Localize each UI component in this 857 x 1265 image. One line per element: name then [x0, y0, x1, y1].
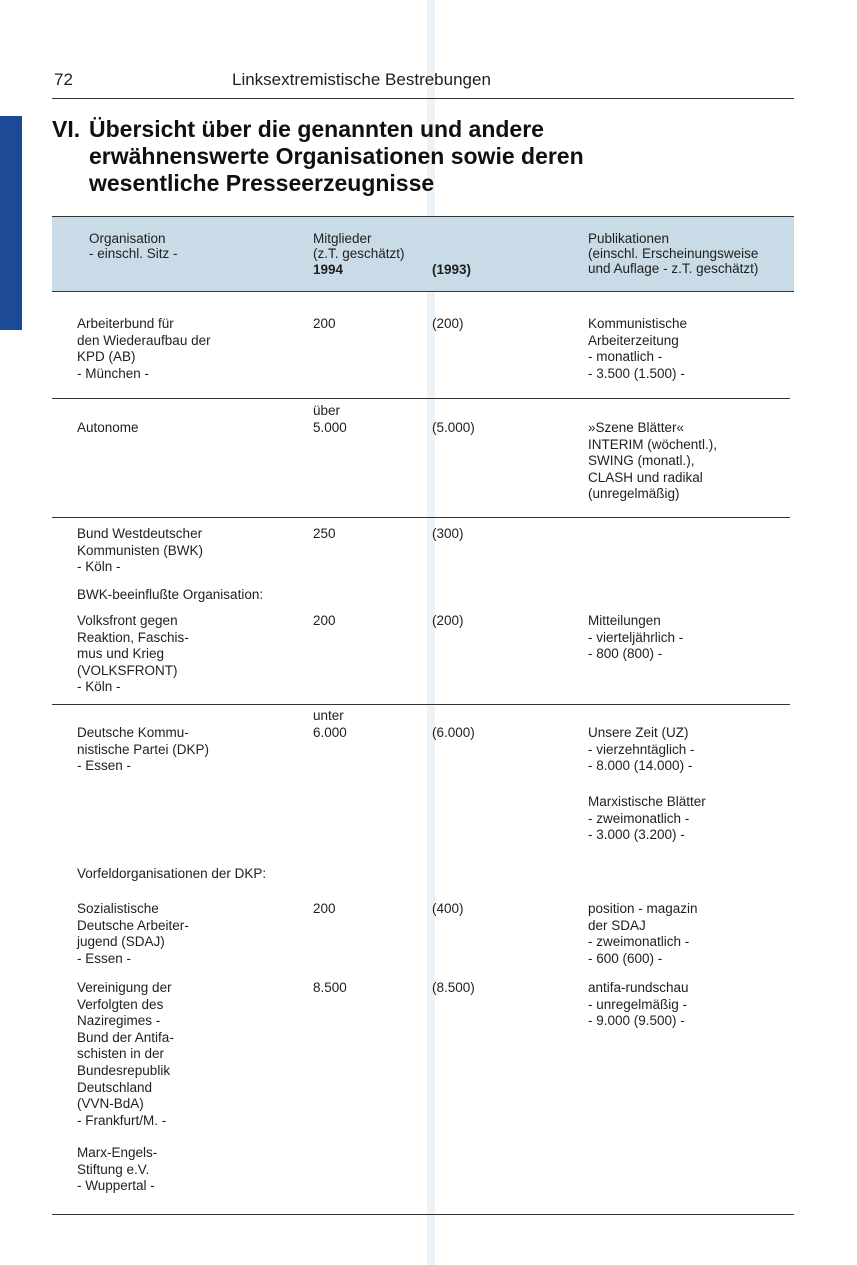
section-roman-numeral: VI.: [52, 116, 81, 142]
members-1994-cell: 250: [313, 526, 336, 541]
publication-cell: position - magazin der SDAJ - zweimonatlich - - 600 (600) -: [588, 901, 698, 966]
members-1994-cell: über 5.000: [313, 403, 347, 435]
row-divider: [52, 398, 790, 399]
org-cell: Vereinigung der Verfolgten des Naziregimes - Bund der Antifa- schisten in der Bundesrepublik Deutschland (VVN-BdA) - Frankfurt/M. -: [77, 980, 174, 1128]
publication-cell: Marxistische Blätter - zweimonatlich - - 3.000 (3.200) -: [588, 794, 706, 843]
members-1993-cell: (6.000): [432, 725, 475, 740]
section-title-line-3: wesentliche Presseerzeugnisse: [89, 170, 435, 196]
members-1993-cell: (200): [432, 316, 464, 331]
publication-cell: »Szene Blätter« INTERIM (wöchentl.), SWING (monatl.), CLASH und radikal (unregelmäßig): [588, 420, 718, 502]
org-cell: Volksfront gegen Reaktion, Faschis- mus und Krieg (VOLKSFRONT) - Köln -: [77, 613, 189, 695]
page-number: 72: [54, 70, 73, 89]
header-mitglieder: Mitglieder (z.T. geschätzt): [313, 231, 405, 261]
members-1994-cell: 200: [313, 901, 336, 916]
table-header: [52, 216, 794, 292]
publication-cell: Unsere Zeit (UZ) - vierzehntäglich - - 8.000 (14.000) -: [588, 725, 695, 774]
section-title-line-2: erwähnenswerte Organisationen sowie deren: [89, 143, 584, 169]
publication-cell: Mitteilungen - vierteljährlich - - 800 (800) -: [588, 613, 684, 662]
header-year-1993: (1993): [432, 262, 472, 277]
row-divider: [52, 517, 790, 518]
publication-cell: antifa-rundschau - unregelmäßig - - 9.000 (9.500) -: [588, 980, 689, 1029]
running-head: Linksextremistische Bestrebungen: [232, 70, 491, 89]
page-header: [52, 68, 794, 99]
publication-cell: Kommunistische Arbeiterzeitung - monatlich - - 3.500 (1.500) -: [588, 316, 688, 381]
members-1993-cell: (300): [432, 526, 464, 541]
members-1993-cell: (5.000): [432, 420, 475, 435]
section-title-line-1: Übersicht über die genannten und andere: [89, 116, 544, 142]
org-cell: Autonome: [77, 420, 139, 435]
members-1994-cell: 200: [313, 316, 336, 331]
members-1993-cell: (200): [432, 613, 464, 628]
org-cell: Bund Westdeutscher Kommunisten (BWK) - Köln -: [77, 526, 204, 575]
org-group-label: Vorfeldorganisationen der DKP:: [77, 866, 267, 881]
section-title: [52, 116, 584, 197]
members-1993-cell: (400): [432, 901, 464, 916]
header-year-1994: 1994: [313, 262, 344, 277]
members-1994-cell: 200: [313, 613, 336, 628]
members-1993-cell: (8.500): [432, 980, 475, 995]
header-organisation: Organisation - einschl. Sitz -: [89, 231, 178, 261]
org-cell: Deutsche Kommu- nistische Partei (DKP) - Essen -: [77, 725, 210, 774]
members-1994-cell: unter 6.000: [313, 708, 347, 740]
header-publikationen: Publikationen (einschl. Erscheinungsweise und Auflage - z.T. geschätzt): [588, 231, 759, 276]
org-cell: Marx-Engels- Stiftung e.V. - Wuppertal -: [77, 1145, 158, 1194]
org-cell: Arbeiterbund für den Wiederaufbau der KPD (AB) - München -: [77, 316, 211, 381]
org-group-label: BWK-beeinflußte Organisation:: [77, 587, 264, 602]
org-cell: Sozialistische Deutsche Arbeiter- jugend (SDAJ) - Essen -: [77, 901, 189, 966]
chapter-marker-bar: [0, 116, 22, 330]
row-divider: [52, 704, 790, 705]
members-1994-cell: 8.500: [313, 980, 347, 995]
table-bottom-rule: [52, 1214, 794, 1215]
